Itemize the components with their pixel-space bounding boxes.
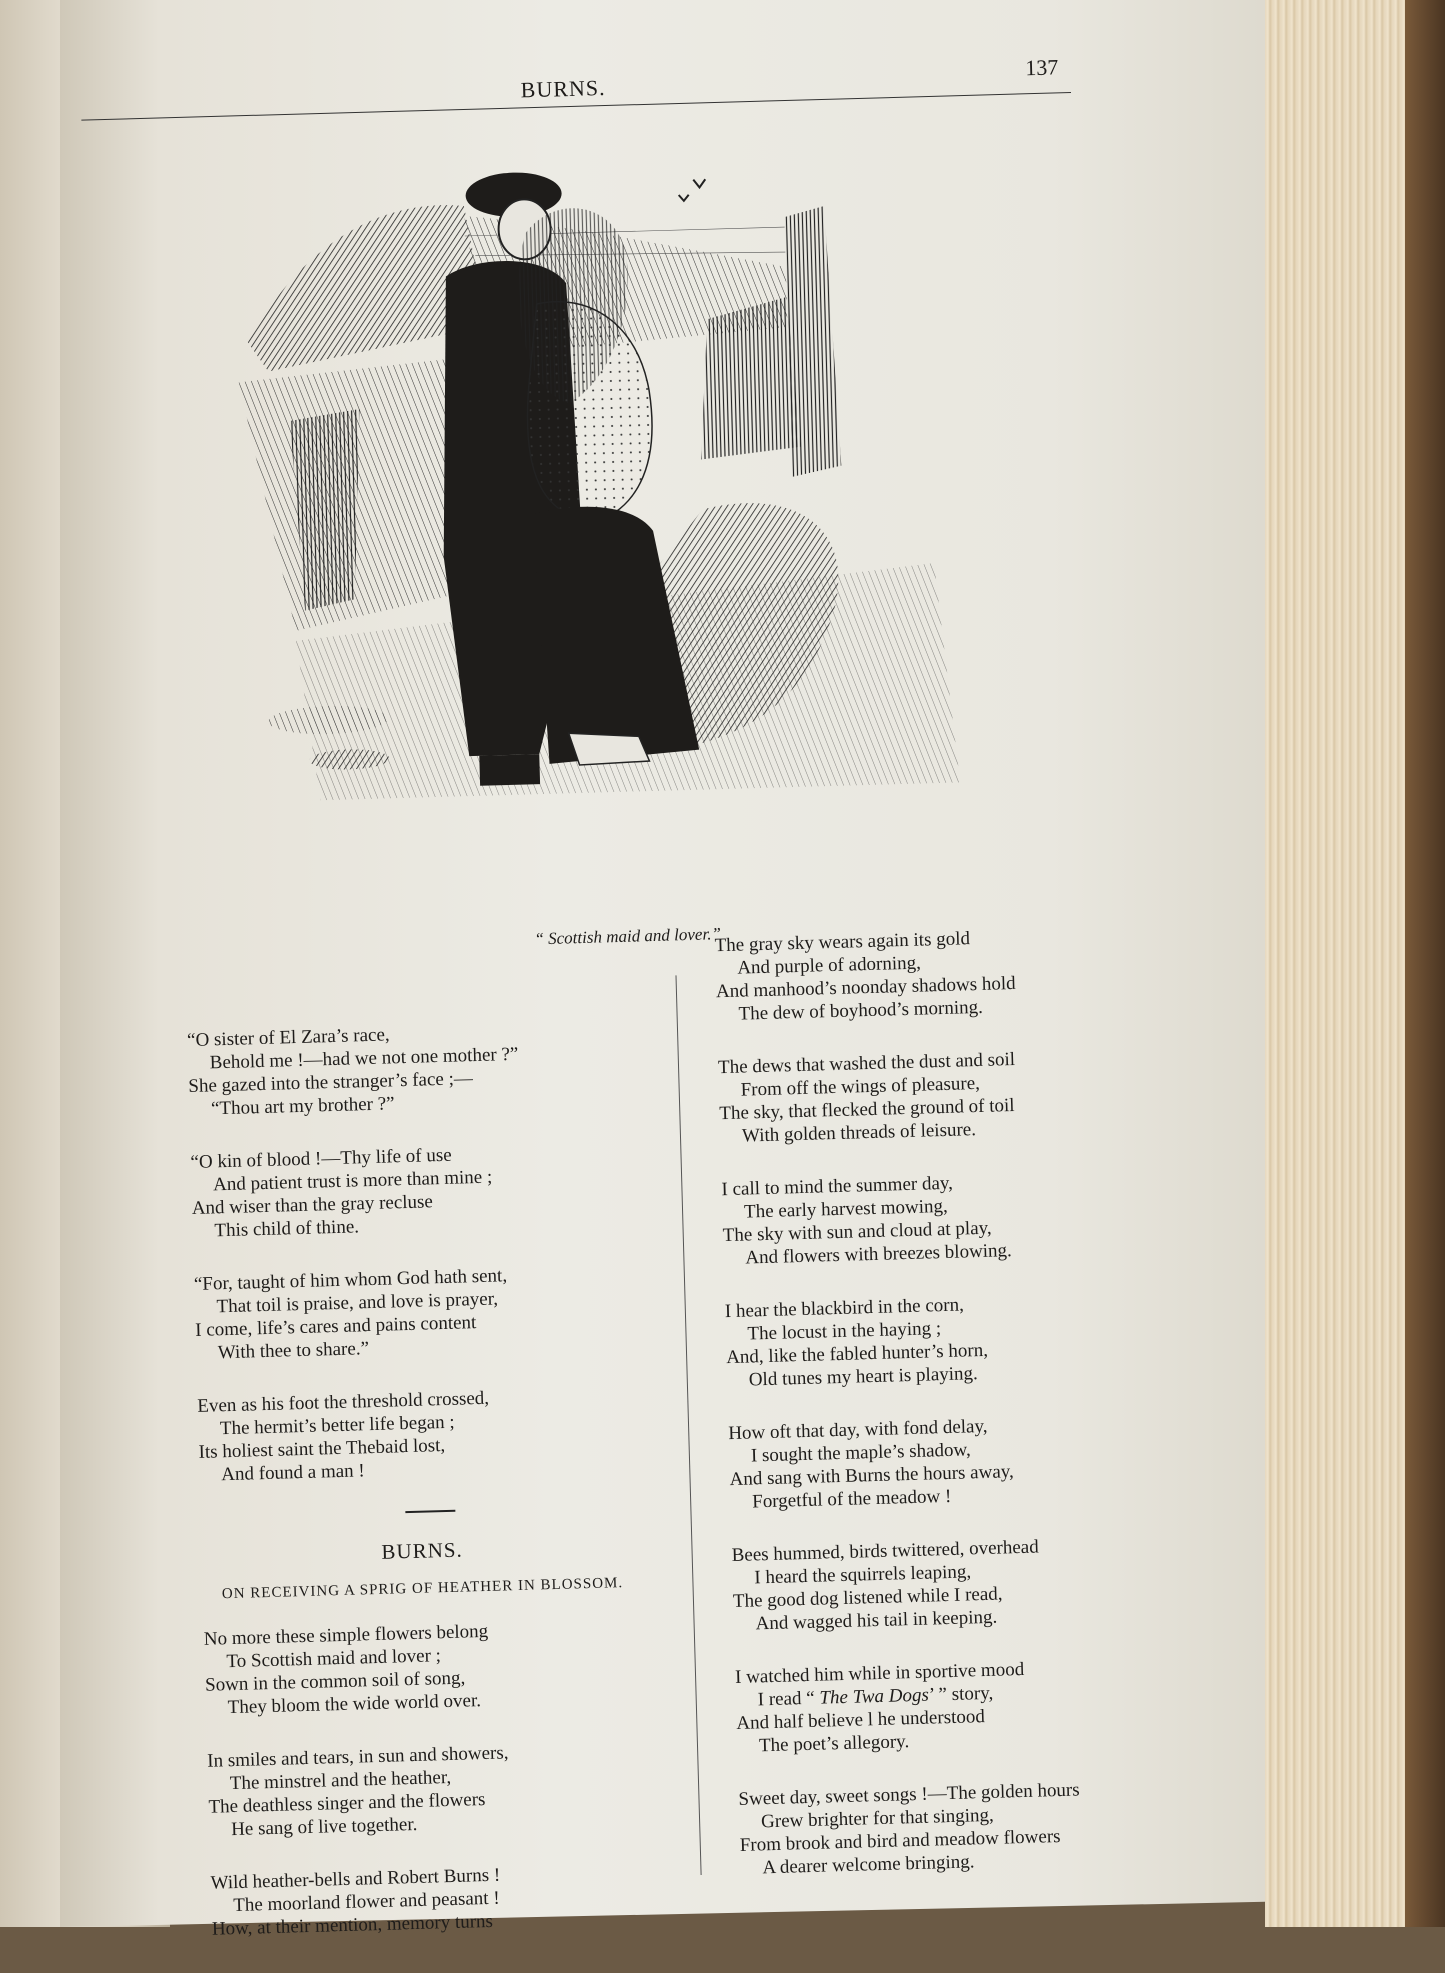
- stanza: [728, 1409, 1200, 1514]
- poem-subtitle: ON RECEIVING A SPRIG OF HEATHER IN BLOSSOM.: [221, 1575, 624, 1603]
- verse-line: From brook and bird and meadow flowers: [739, 1825, 1061, 1856]
- stanza: [190, 1138, 652, 1243]
- stanza: [735, 1653, 1207, 1758]
- verse-line: “O sister of El Zara’s race,: [186, 1024, 390, 1052]
- verse-line: They bloom the wide world over.: [227, 1690, 482, 1719]
- verse-line: I heard the squirrels leaping,: [754, 1561, 972, 1589]
- verse-line: And, like the fabled hunter’s horn,: [725, 1339, 989, 1369]
- verse-line: The early harvest mowing,: [743, 1195, 948, 1223]
- verse-line: With golden threads of leisure.: [741, 1119, 977, 1147]
- page-content: [140, 39, 1291, 1940]
- stanza: [197, 1382, 659, 1487]
- verse-line: Wild heather-bells and Robert Burns !: [210, 1864, 501, 1894]
- verse-line: Bees hummed, birds twittered, overhead: [731, 1536, 1039, 1567]
- left-column: [187, 1016, 673, 1970]
- stanza: [731, 1531, 1203, 1636]
- verse-line: The locust in the haying ;: [747, 1318, 942, 1345]
- verse-line: “For, taught of him whom God hath sent,: [193, 1265, 508, 1295]
- illustration-caption: “ Scottish maid and lover.”: [534, 924, 722, 949]
- poem-title: BURNS.: [381, 1537, 464, 1564]
- verse-line: Old tunes my heart is playing.: [748, 1363, 979, 1391]
- verse-line: And patient trust is more than mine ;: [212, 1166, 493, 1196]
- verse-line: And wiser than the gray recluse: [191, 1191, 434, 1219]
- verse-line: Grew brighter for that singing,: [760, 1804, 995, 1833]
- verse-line: A dearer welcome bringing.: [762, 1851, 975, 1879]
- verse-line: I watched him while in sportive mood: [734, 1658, 1025, 1689]
- verse-line: The moorland flower and peasant !: [232, 1887, 500, 1917]
- verse-line: The hermit’s better life began ;: [219, 1411, 455, 1440]
- verse-line: Sweet day, sweet songs !—The golden hours: [738, 1779, 1080, 1810]
- engraving-illustration-icon: [223, 141, 1024, 922]
- stanza: [204, 1615, 666, 1720]
- section-divider-rule: [405, 1510, 455, 1513]
- verse-line: The deathless singer and the flowers: [208, 1789, 486, 1818]
- verse-line: No more these simple flowers belong: [203, 1620, 489, 1650]
- verse-line: That toil is praise, and love is prayer,: [216, 1288, 499, 1318]
- verse-line: Even as his foot the threshold crossed,: [197, 1387, 490, 1417]
- stanza: [187, 1016, 649, 1121]
- verse-line: The sky with sun and cloud at play,: [722, 1217, 992, 1247]
- verse-line: With thee to share.”: [217, 1338, 370, 1364]
- stanza: [721, 1165, 1193, 1270]
- verse-line: Forgetful of the meadow !: [751, 1485, 952, 1513]
- verse-line: To Scottish maid and lover ;: [226, 1645, 442, 1673]
- verse-line: Sown in the common soil of song,: [204, 1667, 466, 1696]
- verse-line: I call to mind the summer day,: [721, 1172, 954, 1201]
- verse-line: The minstrel and the heather,: [229, 1766, 452, 1795]
- stanza: [207, 1737, 669, 1842]
- verse-line: The good dog listened while I read,: [732, 1583, 1003, 1613]
- verse-line: I come, life’s cares and pains content: [194, 1312, 477, 1341]
- right-column: [714, 921, 1211, 1910]
- verse-line: How, at their mention, memory turns: [211, 1910, 494, 1940]
- column-divider: [675, 975, 701, 1875]
- verse-line: And manhood’s noonday shadows hold: [715, 972, 1016, 1003]
- work-title: The Twa Dogs: [819, 1684, 930, 1709]
- verse-line: And wagged his tail in keeping.: [755, 1606, 998, 1635]
- verse-line: The gray sky wears again its gold: [714, 928, 971, 957]
- verse-line: And half believe l he understood: [736, 1706, 986, 1734]
- verse-line: From off the wings of pleasure,: [740, 1072, 981, 1101]
- verse-line: This child of thine.: [214, 1216, 360, 1242]
- previous-poem-ending: [187, 1016, 660, 1487]
- verse-line: And purple of adorning,: [737, 952, 922, 979]
- stanza: [210, 1859, 672, 1941]
- verse-line: “O kin of blood !—Thy life of use: [190, 1144, 452, 1174]
- stanza: [194, 1260, 656, 1365]
- verse-line: The dew of boyhood’s morning.: [738, 996, 984, 1025]
- verse-line: “Thou art my brother ?”: [210, 1093, 395, 1120]
- verse-line: And found a man !: [220, 1460, 366, 1486]
- verse-line: And sang with Burns the hours away,: [729, 1461, 1015, 1491]
- verse-line: In smiles and tears, in sun and showers,: [206, 1742, 509, 1772]
- page-number: 137: [1024, 54, 1059, 81]
- stanza: [725, 1287, 1197, 1392]
- verse-fragment: ’ ” story,: [928, 1682, 994, 1706]
- book-cover-edge: [1405, 0, 1445, 1927]
- stanza: [738, 1775, 1210, 1880]
- verse-line: The poet’s allegory.: [758, 1731, 910, 1757]
- stanza: [714, 921, 1186, 1026]
- verse-line: I hear the blackbird in the corn,: [724, 1294, 965, 1323]
- stanza: [718, 1043, 1190, 1148]
- verse-line: I sought the maple’s shadow,: [750, 1439, 972, 1467]
- verse-fragment: I read “: [757, 1687, 820, 1711]
- verse-line: Its holiest saint the Thebaid lost,: [198, 1435, 446, 1463]
- verse-line: Behold me !—had we not one mother ?”: [209, 1043, 519, 1074]
- verse-line: How oft that day, with fond delay,: [728, 1415, 988, 1445]
- verse-line: The dews that washed the dust and soil: [717, 1048, 1016, 1079]
- verse-line: She gazed into the stranger’s face ;—: [188, 1068, 474, 1098]
- verse-line: The sky, that flecked the ground of toil: [719, 1094, 1015, 1125]
- verse-line: And flowers with breezes blowing.: [745, 1240, 1013, 1269]
- running-title: BURNS.: [520, 75, 606, 103]
- verse-line: He sang of live together.: [230, 1813, 418, 1841]
